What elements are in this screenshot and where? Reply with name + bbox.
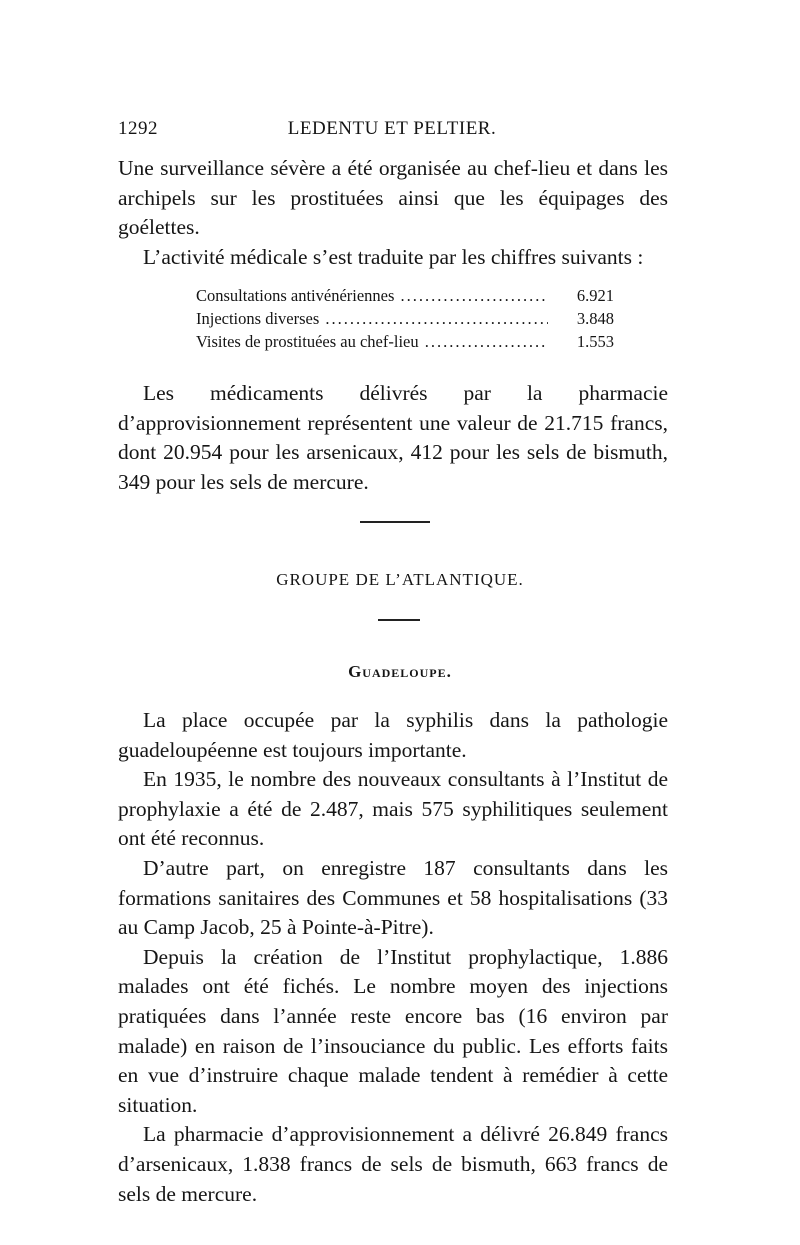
subsection-title: Guadeloupe. bbox=[348, 662, 452, 681]
paragraph: Depuis la création de l’Institut prophylactique, 1.886 malades ont été fichés. Le nombre moyen des injections pratiquées dans l’année reste encore bas (16 environ par malade) en raison de l’insouciance du public. Les efforts faits en vue d’instruire chaque malade tendent à remédier à cette situation. bbox=[118, 944, 668, 1117]
stats-value: 1.553 bbox=[576, 332, 614, 351]
page-number: 1292 bbox=[118, 118, 158, 139]
paragraph: L’activité médicale s’est traduite par les chiffres suivants : bbox=[143, 244, 644, 269]
running-title: LEDENTU ET PELTIER. bbox=[287, 118, 497, 139]
subsection-divider bbox=[378, 619, 420, 621]
paragraph: La place occupée par la syphilis dans la pathologie guadeloupéenne est toujours importante. bbox=[118, 708, 668, 762]
guadeloupe-text-block bbox=[118, 706, 668, 1209]
paragraph: En 1935, le nombre des nouveaux consultants à l’Institut de prophylaxie a été de 2.487, mais 575 syphilitiques seulement ont été reconnus. bbox=[118, 767, 668, 851]
stats-value: 6.921 bbox=[576, 286, 614, 305]
statistics-table bbox=[196, 284, 614, 353]
stats-label: Visites de prostituées au chef-lieu ..... bbox=[196, 330, 548, 353]
paragraph: La pharmacie d’approvisionnement a délivré 26.849 francs d’arsenicaux, 1.838 francs de sels de bismuth, 663 francs de sels de mercure. bbox=[118, 1122, 668, 1206]
stats-label: Injections diverses ..... bbox=[196, 307, 548, 330]
paragraph: Une surveillance sévère a été organisée au chef-lieu et dans les archipels sur les prostituées ainsi que les équipages des goélettes. bbox=[118, 156, 668, 240]
paragraph: D’autre part, on enregistre 187 consultants dans les formations sanitaires des Communes et 58 hospitalisations (33 au Camp Jacob, 25 à Pointe-à-Pitre). bbox=[118, 855, 668, 940]
section-title: GROUPE DE L’ATLANTIQUE. bbox=[276, 570, 524, 589]
stats-row bbox=[196, 284, 614, 307]
stats-row bbox=[196, 307, 614, 330]
stats-label: Consultations antivénériennes ..... bbox=[196, 284, 548, 307]
pharmacy-text-block bbox=[118, 379, 668, 497]
section-divider bbox=[360, 521, 430, 523]
stats-row bbox=[196, 330, 614, 353]
intro-text-block bbox=[118, 154, 668, 272]
stats-value: 3.848 bbox=[576, 309, 614, 328]
paragraph: Les médicaments délivrés par la pharmacie d’approvisionnement représentent une valeur de 21.715 francs, dont 20.954 pour les arsenicaux, 412 pour les sels de bismuth, 349 pour les sels de mercure. bbox=[118, 381, 668, 494]
